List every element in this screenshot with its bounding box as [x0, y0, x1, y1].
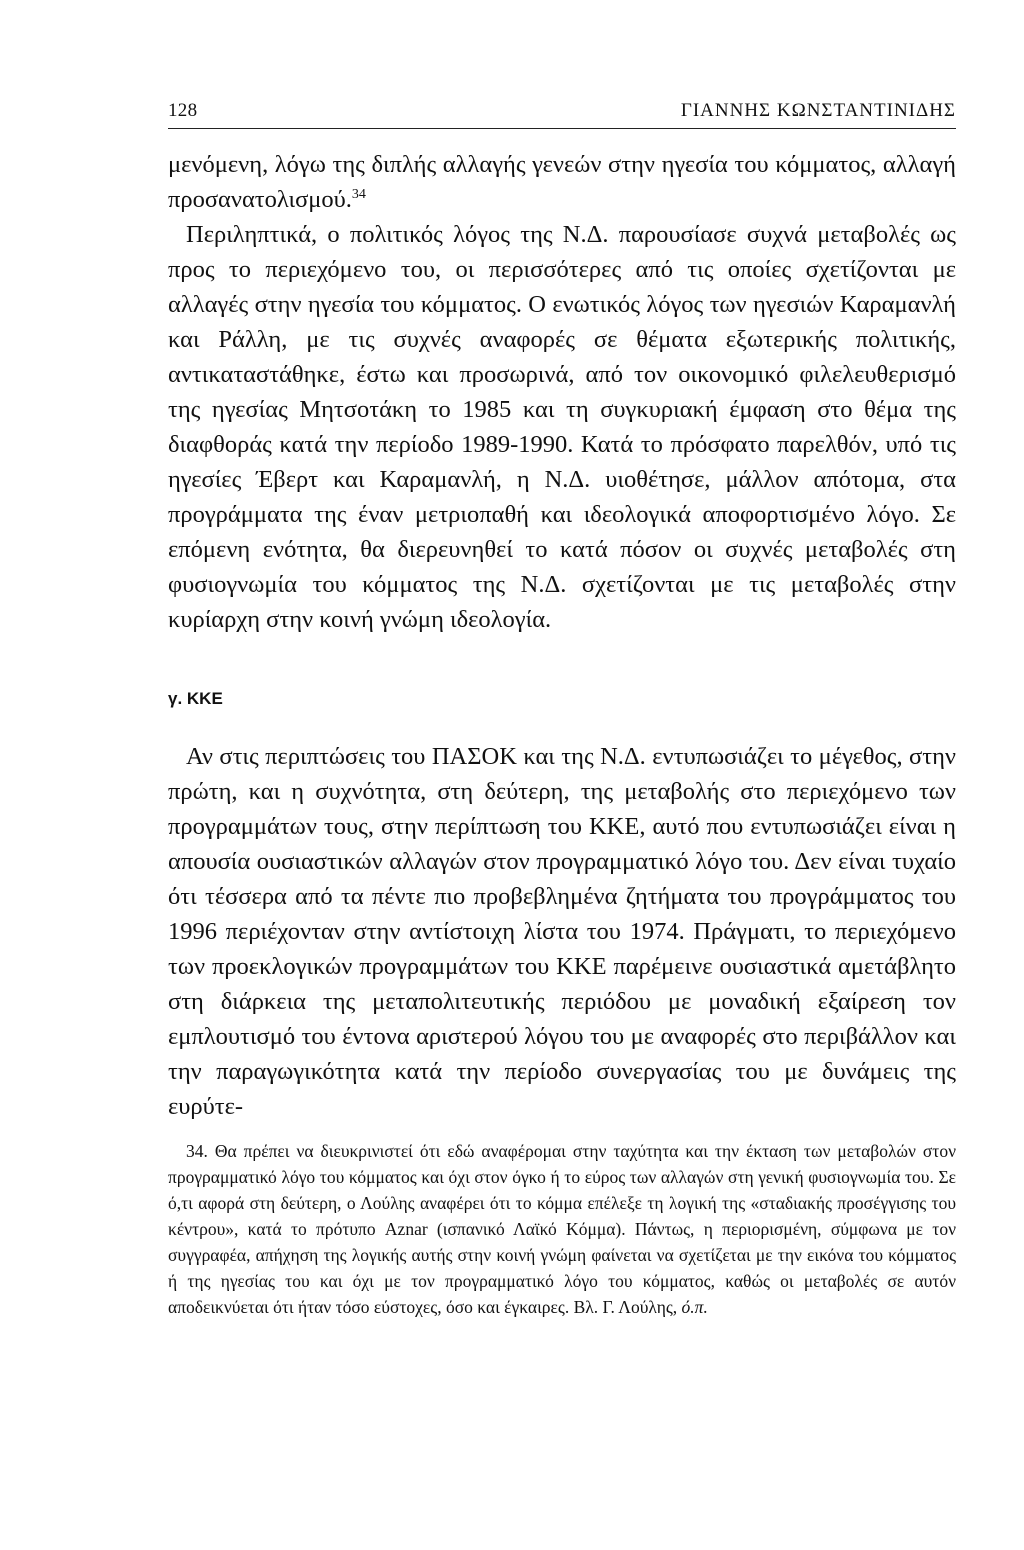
footnote-op-cit: ό.π.: [681, 1297, 708, 1317]
running-head-author: ΓΙΑΝΝΗΣ ΚΩΝΣΤΑΝΤΙΝΙΔΗΣ: [680, 100, 956, 121]
footnote-ref-34: 34: [351, 186, 366, 202]
paragraph-continued-text: μενόμενη, λόγω της διπλής αλλαγής γενεών στην ηγεσία του κόμματος, αλλαγή προσανατολισμού.: [168, 151, 956, 213]
paragraph-continued: [168, 147, 956, 217]
section-heading: γ. ΚΚΕ: [168, 689, 223, 708]
footnote-text: 34. Θα πρέπει να διευκρινιστεί ότι εδώ αναφέρομαι στην ταχύτητα και την έκταση των μεταβολών στον προγραμματικό λόγο του κόμματος και όχι στον όγκο ή το εύρος των αλλαγών στη γενική φυσιογνωμία του. Σε ό,τι αφορά στη δεύτερη, ο Λούλης αναφέρει ότι το κόμμα επέλεξε τη λογική της «σταδιακής προσέγγισης του κέντρου», κατά το πρότυπο Aznar (ισπανικό Λαϊκό Κόμμα). Πάντως, η περιορισμένη, σύμφωνα με τον συγγραφέα, απήχηση της λογικής αυτής στην κοινή γνώμη φαίνεται να σχετίζεται με την εικόνα του κόμματος ή της ηγεσίας του και όχι με τον προγραμματικό λόγο του κόμματος, καθώς οι μεταβολές σε αυτόν αποδεικνύεται ότι ήταν τόσο εύστοχες, όσο και έγκαιρες. Βλ. Γ. Λούλης,: [168, 1141, 956, 1317]
paragraph-summary: Περιληπτικά, ο πολιτικός λόγος της Ν.Δ. παρουσίασε συχνά μεταβολές ως προς το περιεχόμενο του, οι περισσότερες από τις οποίες σχετίζονται με αλλαγές στην ηγεσία του κόμματος. Ο ενωτικός λόγος των ηγεσιών Καραμανλή και Ράλλη, με τις συχνές αναφορές σε θέματα εξωτερικής πολιτικής, αντικαταστάθηκε, έστω και προσωρινά, από τον οικονομικό φιλελευθερισμό της ηγεσίας Μητσοτάκη το 1985 και τη συγκυριακή έμφαση στο θέμα της διαφθοράς κατά την περίοδο 1989-1990. Κατά το πρόσφατο παρελθόν, υπό τις ηγεσίες Έβερτ και Καραμανλή, η Ν.Δ. υιοθέτησε, μάλλον απότομα, στα προγράμματα της έναν μετριοπαθή και ιδεολογικά αποφορτισμένο λόγο. Σε επόμενη ενότητα, θα διερευνηθεί το κατά πόσον οι συχνές μεταβολές στη φυσιογνωμία του κόμματος της Ν.Δ. σχετίζονται με τις μεταβολές στην κυρίαρχη στην κοινή γνώμη ιδεολογία.: [168, 221, 956, 633]
paragraph-kke: Αν στις περιπτώσεις του ΠΑΣΟΚ και της Ν.Δ. εντυπωσιάζει το μέγεθος, στην πρώτη, και η συχνότητα, στη δεύτερη, της μεταβολής στο περιεχόμενο των προγραμμάτων τους, στην περίπτωση του ΚΚΕ, αυτό που εντυπωσιάζει είναι η απουσία ουσιαστικών αλλαγών στον προγραμματικό λόγο του. Δεν είναι τυχαίο ότι τέσσερα από τα πέντε πιο προβεβλημένα ζητήματα του προγράμματος του 1996 περιέχονταν στην αντίστοιχη λίστα του 1974. Πράγματι, το περιεχόμενο των προεκλογικών προγραμμάτων του ΚΚΕ παρέμεινε ουσιαστικά αμετάβλητο στη διάρκεια της μεταπολιτευτικής περιόδου με μοναδική εξαίρεση τον εμπλουτισμό του έντονα αριστερού λόγου του με αναφορές στο περιβάλλον και την παραγωγικότητα κατά την περίοδο συνεργασίας του με δυνάμεις της ευρύτε-: [168, 743, 956, 1120]
book-page: [168, 100, 956, 1320]
body-text: [168, 147, 956, 1124]
footnote-34: [168, 1138, 956, 1320]
page-number: 128: [168, 100, 198, 121]
running-head: [168, 100, 956, 129]
